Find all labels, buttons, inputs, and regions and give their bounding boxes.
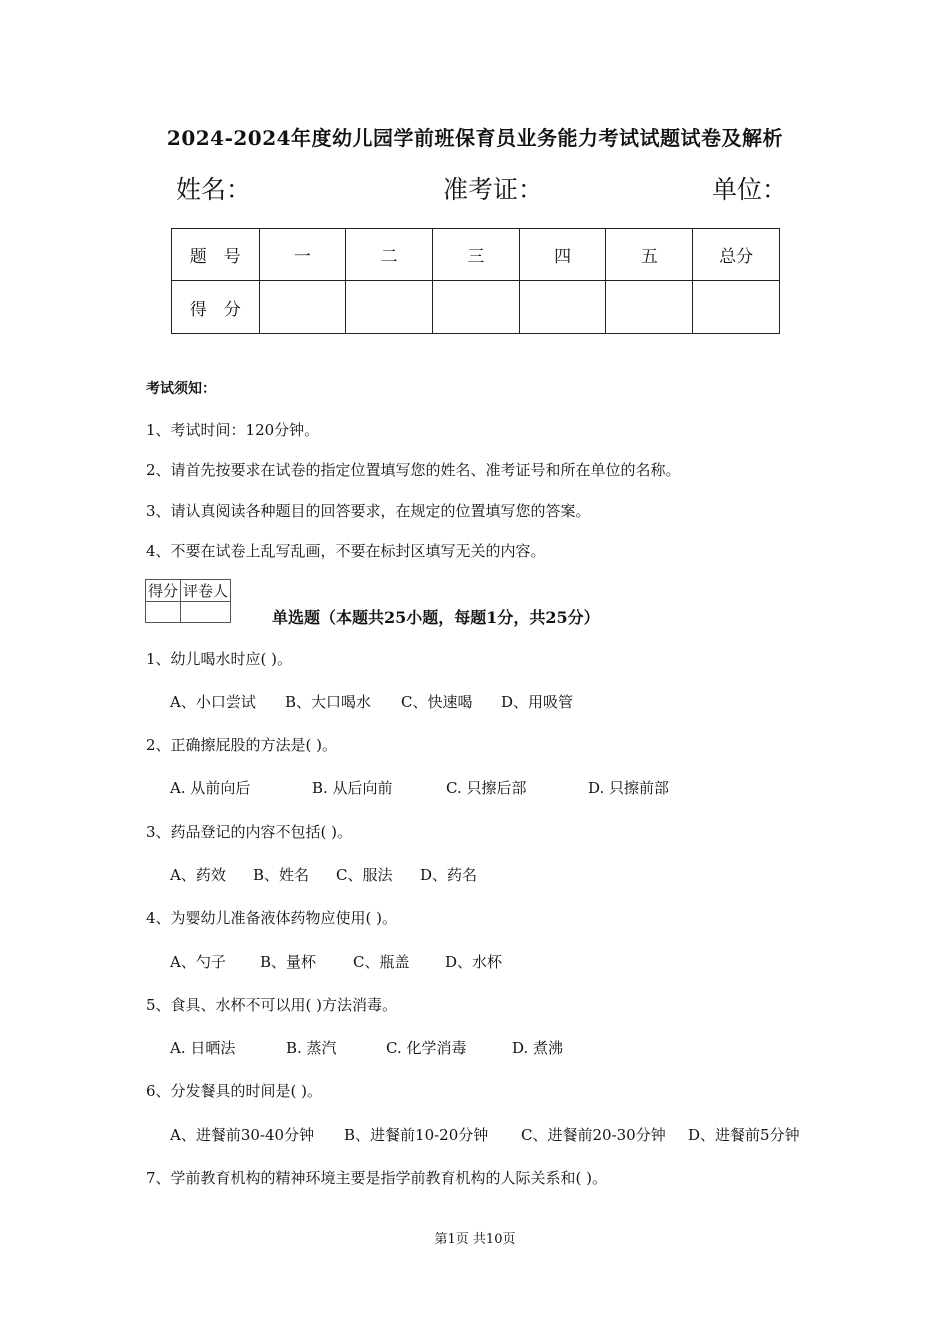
question-options: [170, 1124, 800, 1145]
grader-box: [145, 579, 231, 623]
question-text: 5、食具、水杯不可以用( )方法消毒。: [146, 996, 398, 1014]
option[interactable]: D、用吸管: [501, 693, 574, 711]
grader-name-cell[interactable]: [181, 602, 231, 623]
score-table-header-cell: 五: [606, 229, 693, 281]
score-table-header-cell: 四: [519, 229, 606, 281]
question-text: 1、幼儿喝水时应( )。: [146, 650, 293, 668]
option[interactable]: A、勺子: [170, 953, 226, 971]
option[interactable]: D、进餐前5分钟: [688, 1126, 800, 1144]
option[interactable]: C、进餐前20-30分钟: [521, 1126, 666, 1144]
grader-score-label: 得分: [146, 580, 181, 602]
grader-score-cell[interactable]: [146, 602, 181, 623]
option[interactable]: B、姓名: [253, 866, 310, 884]
grader-name-label: 评卷人: [181, 580, 231, 602]
score-cell-total[interactable]: [693, 281, 780, 334]
option[interactable]: B. 蒸汽: [286, 1039, 337, 1057]
question-text: 6、分发餐具的时间是( )。: [146, 1082, 323, 1100]
option[interactable]: A、进餐前30-40分钟: [170, 1126, 315, 1144]
section-title: 单选题（本题共25小题，每题1分，共25分）: [272, 608, 600, 627]
option[interactable]: C、瓶盖: [353, 953, 410, 971]
option[interactable]: C、快速喝: [401, 693, 473, 711]
question-options: [170, 777, 669, 798]
score-cell[interactable]: [259, 281, 346, 334]
option[interactable]: C、服法: [336, 866, 393, 884]
option[interactable]: D、水杯: [445, 953, 503, 971]
score-table: [171, 228, 780, 334]
option[interactable]: B、进餐前10-20分钟: [344, 1126, 489, 1144]
document-title: 2024-2024年度幼儿园学前班保育员业务能力考试试题试卷及解析: [166, 126, 784, 150]
option[interactable]: B、大口喝水: [285, 693, 372, 711]
score-table-score-row: [172, 281, 780, 334]
question-options: [170, 1037, 563, 1058]
question-options: [170, 864, 477, 885]
question-text: 2、正确擦屁股的方法是( )。: [146, 736, 338, 754]
option[interactable]: A. 日晒法: [170, 1039, 236, 1057]
question-text: 7、学前教育机构的精神环境主要是指学前教育机构的人际关系和( )。: [146, 1169, 608, 1187]
option[interactable]: D. 煮沸: [512, 1039, 564, 1057]
score-table-header-cell: 二: [346, 229, 433, 281]
score-table-score-label: 得 分: [172, 281, 260, 334]
score-cell[interactable]: [433, 281, 520, 334]
option[interactable]: B、量杯: [260, 953, 317, 971]
score-table-header-total: 总分: [693, 229, 780, 281]
score-table-header-cell: 一: [259, 229, 346, 281]
score-table-header-cell: 三: [433, 229, 520, 281]
option[interactable]: C. 化学消毒: [386, 1039, 467, 1057]
page-footer: 第1页 共10页: [434, 1232, 516, 1247]
question-text: 3、药品登记的内容不包括( )。: [146, 823, 353, 841]
exam-id-label: 准考证：: [443, 175, 544, 204]
score-cell[interactable]: [346, 281, 433, 334]
notice-item: 1、考试时间：120分钟。: [146, 421, 320, 439]
score-cell[interactable]: [519, 281, 606, 334]
score-cell[interactable]: [606, 281, 693, 334]
notice-title: 考试须知：: [146, 381, 216, 397]
option[interactable]: A、小口尝试: [170, 693, 256, 711]
notice-item: 4、不要在试卷上乱写乱画，不要在标封区填写无关的内容。: [146, 542, 546, 560]
option[interactable]: A. 从前向后: [170, 779, 251, 797]
option[interactable]: D. 只擦前部: [588, 779, 670, 797]
name-label: 姓名：: [176, 175, 252, 204]
notice-item: 2、请首先按要求在试卷的指定位置填写您的姓名、准考证号和所在单位的名称。: [146, 461, 681, 479]
option[interactable]: D、药名: [420, 866, 478, 884]
score-table-header-label: 题 号: [172, 229, 260, 281]
notice-item: 3、请认真阅读各种题目的回答要求，在规定的位置填写您的答案。: [146, 502, 591, 520]
score-table-header-row: [172, 229, 780, 281]
question-text: 4、为婴幼儿准备液体药物应使用( )。: [146, 909, 398, 927]
option[interactable]: A、药效: [170, 866, 226, 884]
option[interactable]: C. 只擦后部: [446, 779, 527, 797]
unit-label: 单位：: [712, 175, 788, 204]
option[interactable]: B. 从后向前: [312, 779, 393, 797]
question-options: [170, 691, 573, 712]
question-options: [170, 951, 502, 972]
